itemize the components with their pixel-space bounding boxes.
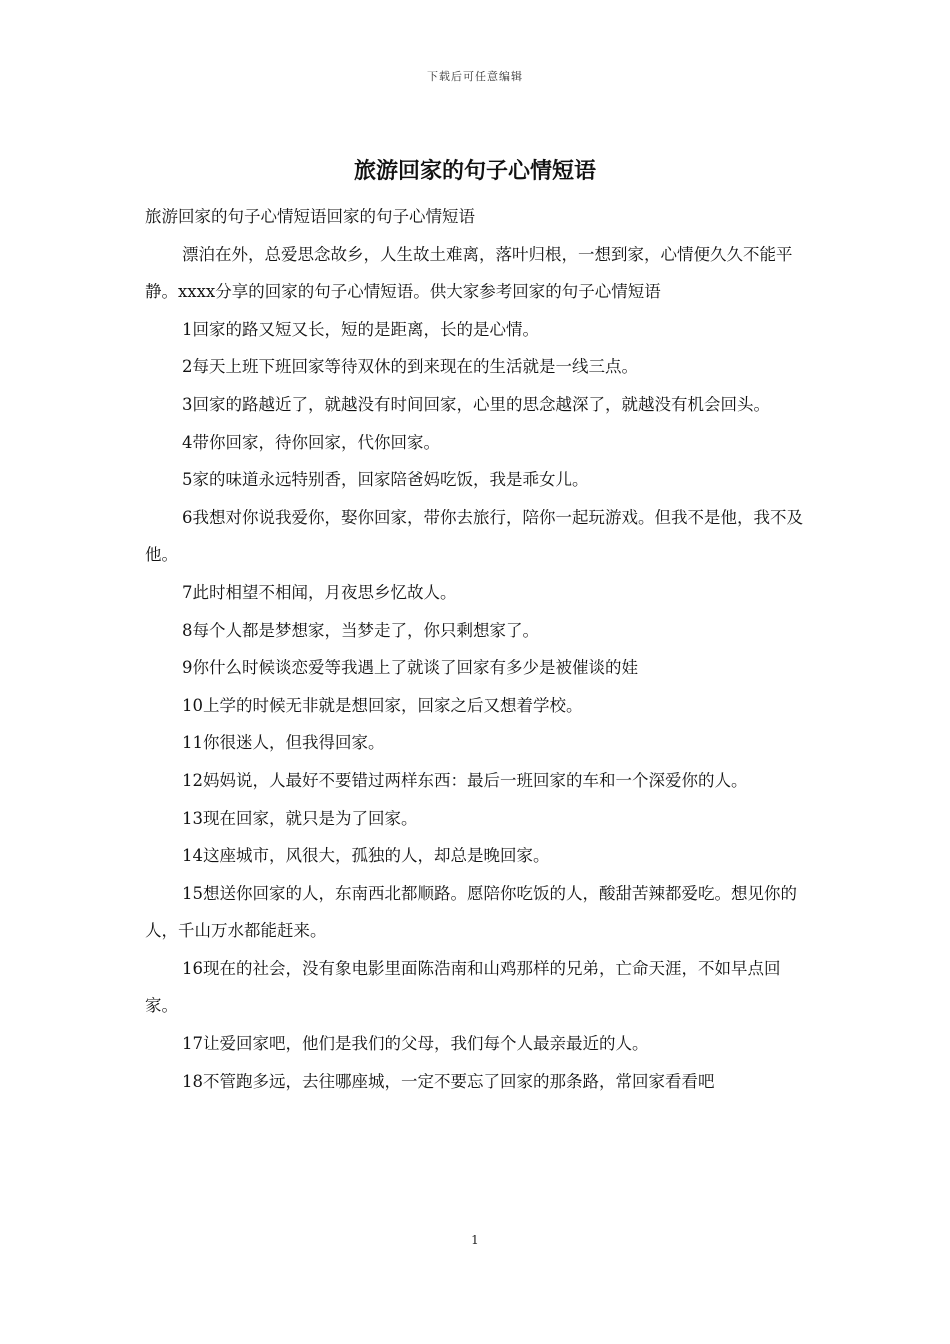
subtitle-line: 旅游回家的句子心情短语回家的句子心情短语 [145,207,475,226]
list-item: 3回家的路越近了，就越没有时间回家，心里的思念越深了，就越没有机会回头。 [182,394,770,414]
list-item: 9你什么时候谈恋爱等我遇上了就谈了回家有多少是被催谈的娃 [182,658,638,678]
list-item: 6我想对你说我爱你，娶你回家，带你去旅行，陪你一起玩游戏。但我不是他，我不及他。 [145,507,803,565]
list-item: 4带你回家，待你回家，代你回家。 [182,432,440,452]
list-item: 2每天上班下班回家等待双休的到来现在的生活就是一线三点。 [182,357,638,377]
header-note: 下载后可任意编辑 [427,70,523,83]
list-item: 15想送你回家的人，东南西北都顺路。愿陪你吃饭的人，酸甜苦辣都爱吃。想见你的人，千山万水都能赶来。 [145,883,797,941]
document-body [145,198,807,1100]
list-item: 10上学的时候无非就是想回家，回家之后又想着学校。 [182,695,583,715]
list-item: 16现在的社会，没有象电影里面陈浩南和山鸡那样的兄弟，亡命天涯，不如早点回家。 [145,958,781,1016]
list-item: 18不管跑多远，去往哪座城，一定不要忘了回家的那条路，常回家看看吧 [182,1071,715,1091]
list-item: 1回家的路又短又长，短的是距离，长的是心情。 [182,319,539,339]
page-title: 旅游回家的句子心情短语 [353,159,596,184]
list-item: 7此时相望不相闻，月夜思乡忆故人。 [182,582,457,602]
list-item: 12妈妈说，人最好不要错过两样东西：最后一班回家的车和一个深爱你的人。 [182,770,748,790]
list-item: 17让爱回家吧，他们是我们的父母，我们每个人最亲最近的人。 [182,1034,649,1054]
list-item: 14这座城市，风很大，孤独的人，却总是晚回家。 [182,846,550,866]
intro-paragraph: 漂泊在外，总爱思念故乡，人生故土难离，落叶归根，一想到家，心情便久久不能平静。xxxx分享的回家的句子心情短语。供大家参考回家的句子心情短语 [145,244,793,302]
list-item: 8每个人都是梦想家，当梦走了，你只剩想家了。 [182,620,539,640]
list-item: 11你很迷人，但我得回家。 [182,733,385,753]
list-item: 13现在回家，就只是为了回家。 [182,808,418,828]
page-number: 1 [471,1233,479,1247]
list-item: 5家的味道永远特别香，回家陪爸妈吃饭，我是乖女儿。 [182,470,589,490]
